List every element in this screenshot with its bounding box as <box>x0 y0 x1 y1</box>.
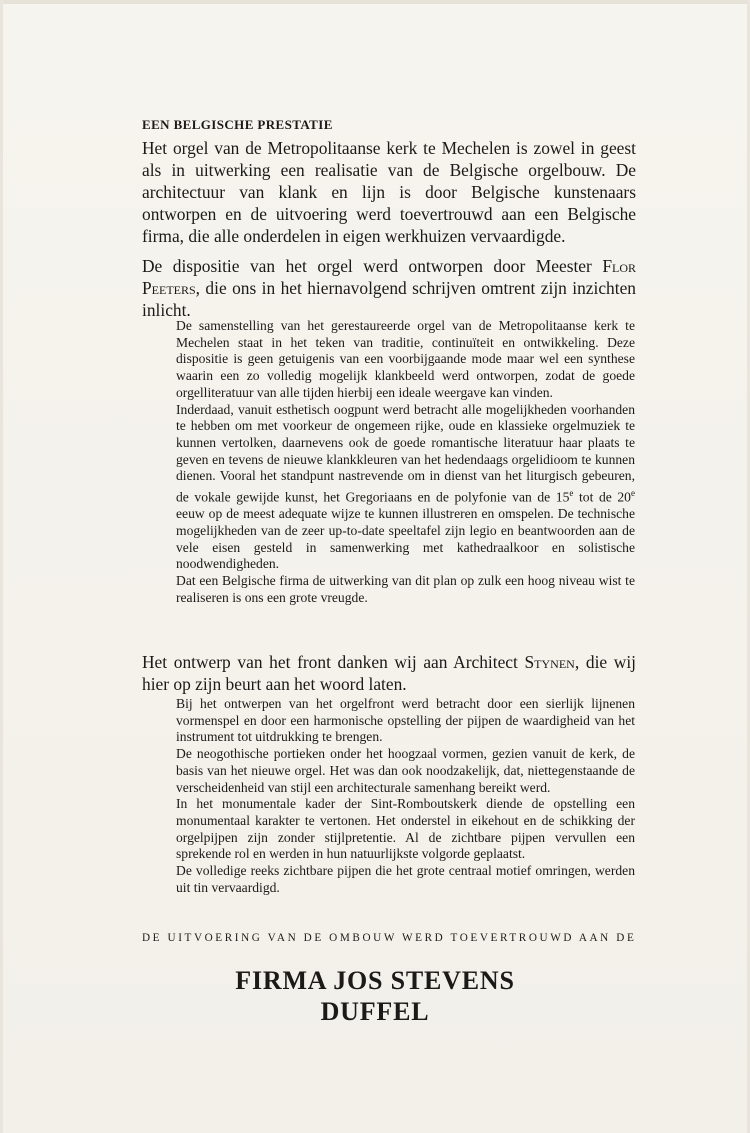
disposition-text <box>142 255 636 321</box>
organist-name: Flor Peeters <box>142 256 636 298</box>
superscript: e <box>630 488 635 499</box>
architect-text <box>142 651 636 695</box>
peeters-quote <box>176 318 635 606</box>
quote-text-c: eeuw op de meest adequate wijze te kunnen illustreren en omspelen. De technische mogelijkheden van de zeer up-to-date speeltafel zijn legio en beantwoorden aan de vele eisen gesteld in samenwerking met kathedraalkoor en solistische noodwendigheden. <box>176 506 635 572</box>
intro-paragraph <box>142 137 636 247</box>
quote-paragraph: In het monumentale kader der Sint-Romboutskerk diende de opstelling een monumentaal karakter te vertonen. Het onderstel in eikehout en de schikking der orgelpijpen zijn zonder stijlpretentie. Al de zichtbare pijpen vervullen een sprekende rol en werden in hun natuurlijkste volgorde geplaatst. <box>176 796 635 862</box>
section-heading: EEN BELGISCHE PRESTATIE <box>142 117 333 132</box>
stynen-quote <box>176 696 635 896</box>
quote-text-a: Inderdaad, vanuit esthetisch oogpunt werd betracht alle mogelijkheden voorhanden te hebben om met voorkeur de ongemeen rijke, oude en klassieke orgelmuziek te kunnen vertolken, daarnevens ook de goede romantische literatuur haar plaats te geven en tevens de nieuwe klankkleuren van het hedendaags orgelidioom te kunnen dienen. Vooral het standpunt nastrevende om in dienst van het liturgisch gebeuren, de vokale gewijde kunst, het Gregoriaans en de polyfonie van de 15 <box>176 401 635 505</box>
superscript: e <box>569 488 574 499</box>
architect-text-before: Het ontwerp van het front danken wij aan Architect <box>142 652 525 672</box>
page-edge-left <box>0 0 3 1133</box>
disposition-text-after: , die ons in het hiernavolgend schrijven omtrent zijn inzichten inlicht. <box>142 278 636 320</box>
quote-paragraph: De volledige reeks zichtbare pijpen die het grote centraal motief omringen, werden uit tin vervaardigd. <box>176 863 635 895</box>
intro-text: Het orgel van de Metropolitaanse kerk te Mechelen is zowel in geest als in uitwerking een realisatie van de Belgische orgelbouw. De architectuur van klank en lijn is door Belgische kunstenaars ontworpen en de uitvoering werd toevertrouwd aan een Belgische firma, die alle onderdelen in eigen werkhuizen vervaardigde. <box>142 138 636 246</box>
quote-paragraph: De neogothische portieken onder het hoogzaal vormen, gezien vanuit de kerk, de basis van het nieuwe orgel. Het was dan ook noodzakelijk, dat, niettegenstaande de verscheidenheid van stijl een architecturale samenhang bereikt werd. <box>176 746 635 795</box>
execution-intro: DE UITVOERING VAN DE OMBOUW WERD TOEVERTROUWD AAN DE <box>142 932 637 944</box>
quote-text-b: tot de 20 <box>573 489 631 505</box>
quote-paragraph: De samenstelling van het gerestaureerde orgel van de Metropolitaanse kerk te Mechelen staat in het teken van traditie, continuïteit en ontwikkeling. Deze dispositie is geen getuigenis van een voorbijgaande mode maar wel een synthese waarin een zo volledig mogelijk klankbeeld werd ontworpen, zodat de goede orgelliteratuur van alle tijden hierbij een ideale weergave kan vinden. <box>176 318 635 400</box>
quote-paragraph <box>176 402 635 574</box>
disposition-text-before: De dispositie van het orgel werd ontworpen door Meester <box>142 256 603 276</box>
quote-paragraph: Bij het ontwerpen van het orgelfront werd betracht door een sierlijk lijnenen vormenspel en door een harmonische opstelling der pijpen de waardigheid van het instrument tot uitdrukking te brengen. <box>176 696 635 745</box>
architect-paragraph <box>142 651 636 695</box>
firm-name: FIRMA JOS STEVENS <box>235 966 515 995</box>
disposition-paragraph <box>142 255 636 321</box>
architect-name: Stynen <box>524 652 575 672</box>
quote-paragraph: Dat een Belgische firma de uitwerking van dit plan op zulk een hoog niveau wist te realiseren is ons een grote vreugde. <box>176 573 635 605</box>
firm-location: DUFFEL <box>320 997 430 1026</box>
architect-text-after: , die wij hier op zijn beurt aan het woord laten. <box>142 652 636 694</box>
page-edge-top <box>0 0 750 4</box>
